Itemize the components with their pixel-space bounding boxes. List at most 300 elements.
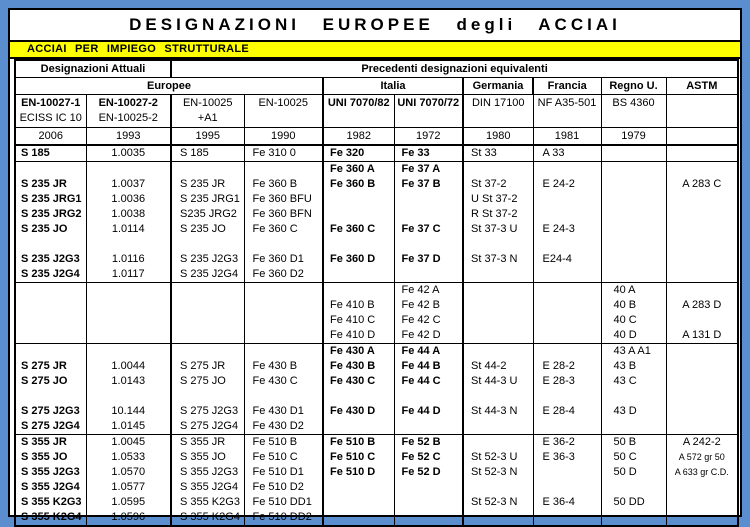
cell: S 235 J2G3 (15, 252, 86, 267)
cell (86, 162, 171, 178)
cell: Fe 42 B (394, 298, 463, 313)
cell (323, 419, 394, 435)
table-row (15, 465, 738, 480)
cell: Fe 360 B (323, 177, 394, 192)
cell: S 355 J2G3 (171, 465, 244, 480)
cell: S 235 JR (15, 177, 86, 192)
cell (323, 237, 394, 252)
cell: Fe 430 B (244, 359, 323, 374)
cell: Fe 52 B (394, 435, 463, 451)
cell (533, 344, 601, 360)
year-header: 1981 (533, 128, 601, 146)
cell: 1.0114 (86, 222, 171, 237)
cell: 1.0117 (86, 267, 171, 283)
table-row (15, 359, 738, 374)
cell (666, 222, 738, 237)
cell (15, 298, 86, 313)
year-header: 1995 (171, 128, 244, 146)
cell: Fe 510 D (323, 465, 394, 480)
cell: E 24-3 (533, 222, 601, 237)
cell: S 275 JO (171, 374, 244, 389)
cell (244, 298, 323, 313)
column-header: UNI 7070/72 (394, 95, 463, 128)
cell (533, 267, 601, 283)
cell (666, 389, 738, 404)
cell (323, 207, 394, 222)
header-designazioni-attuali: Designazioni Attuali (15, 60, 171, 78)
cell (666, 192, 738, 207)
cell: S 185 (171, 145, 244, 162)
table-row (15, 404, 738, 419)
cell (533, 313, 601, 328)
cell (15, 328, 86, 344)
cell: S 235 J2G4 (171, 267, 244, 283)
cell: S 235 JRG1 (15, 192, 86, 207)
year-header: 1980 (463, 128, 533, 146)
cell: E 36-2 (533, 435, 601, 451)
cell (394, 480, 463, 495)
cell (666, 404, 738, 419)
cell: S 355 JO (171, 450, 244, 465)
table-row (15, 162, 738, 178)
cell: E 36-3 (533, 450, 601, 465)
cell: S 355 J2G3 (15, 465, 86, 480)
cell: Fe 360 BFN (244, 207, 323, 222)
cell (666, 252, 738, 267)
cell (533, 237, 601, 252)
cell: U St 37-2 (463, 192, 533, 207)
cell (244, 328, 323, 344)
cell (463, 480, 533, 495)
header-row-groups (15, 78, 738, 95)
cell: E 28-2 (533, 359, 601, 374)
cell (86, 283, 171, 299)
cell (601, 510, 666, 526)
table-row (15, 192, 738, 207)
year-header: 1979 (601, 128, 666, 146)
cell (666, 419, 738, 435)
cell: 1.0145 (86, 419, 171, 435)
cell: E 36-4 (533, 495, 601, 510)
table-row (15, 480, 738, 495)
cell: St 52-3 N (463, 465, 533, 480)
year-header: 2006 (15, 128, 86, 146)
cell (244, 283, 323, 299)
cell: Fe 33 (394, 145, 463, 162)
cell (171, 162, 244, 178)
cell (394, 207, 463, 222)
cell (463, 344, 533, 360)
cell: St 52-3 U (463, 450, 533, 465)
cell (601, 177, 666, 192)
cell: Fe 310 0 (244, 145, 323, 162)
cell (601, 222, 666, 237)
cell (666, 480, 738, 495)
cell (244, 162, 323, 178)
cell: E 24-2 (533, 177, 601, 192)
cell: 40 B (601, 298, 666, 313)
cell: 1.0595 (86, 495, 171, 510)
cell: St 33 (463, 145, 533, 162)
cell: St 37-2 (463, 177, 533, 192)
cell (323, 480, 394, 495)
cell: A 283 C (666, 177, 738, 192)
cell (463, 510, 533, 526)
cell: 1.0577 (86, 480, 171, 495)
cell: A 242-2 (666, 435, 738, 451)
table-row (15, 495, 738, 510)
cell: Fe 52 C (394, 450, 463, 465)
table-row (15, 344, 738, 360)
cell: Fe 510 DD2 (244, 510, 323, 526)
cell (463, 283, 533, 299)
cell (666, 313, 738, 328)
cell: A 33 (533, 145, 601, 162)
cell (533, 162, 601, 178)
cell: S 235 JO (15, 222, 86, 237)
cell (601, 267, 666, 283)
cell (171, 237, 244, 252)
cell: S 275 JR (171, 359, 244, 374)
column-header: NF A35-501 (533, 95, 601, 128)
cell: 1.0044 (86, 359, 171, 374)
table-row (15, 450, 738, 465)
cell (463, 328, 533, 344)
column-header: BS 4360 (601, 95, 666, 128)
table-row (15, 237, 738, 252)
cell: 50 DD (601, 495, 666, 510)
year-header (666, 128, 738, 146)
cell: Fe 410 C (323, 313, 394, 328)
column-header: UNI 7070/82 (323, 95, 394, 128)
column-header: EN-10025 (244, 95, 323, 128)
cell (463, 435, 533, 451)
cell (244, 237, 323, 252)
cell: Fe 430 C (323, 374, 394, 389)
cell: S 275 JO (15, 374, 86, 389)
cell: Fe 430 A (323, 344, 394, 360)
table-row (15, 177, 738, 192)
cell: S 355 K2G4 (171, 510, 244, 526)
cell: 1.0038 (86, 207, 171, 222)
cell (463, 313, 533, 328)
cell (533, 298, 601, 313)
cell (394, 495, 463, 510)
page-title: DESIGNAZIONI EUROPEE degli ACCIAI (129, 15, 621, 34)
cell (394, 237, 463, 252)
cell: 1.0570 (86, 465, 171, 480)
cell: Fe 410 D (323, 328, 394, 344)
cell: S 235 JRG2 (15, 207, 86, 222)
cell: A 633 gr C.D. (666, 465, 738, 480)
cell: Fe 510 C (323, 450, 394, 465)
cell (533, 328, 601, 344)
cell (171, 283, 244, 299)
cell: A 131 D (666, 328, 738, 344)
cell: E 28-4 (533, 404, 601, 419)
cell: 1.0037 (86, 177, 171, 192)
cell (666, 237, 738, 252)
section-banner: ACCIAI PER IMPIEGO STRUTTURALE (10, 40, 740, 59)
cell: 40 C (601, 313, 666, 328)
cell: Fe 510 D2 (244, 480, 323, 495)
cell (533, 510, 601, 526)
column-header: EN-10027-1 ECISS IC 10 (15, 95, 86, 128)
cell: Fe 37 A (394, 162, 463, 178)
cell (86, 328, 171, 344)
cell: Fe 360 B (244, 177, 323, 192)
cell (666, 359, 738, 374)
cell (601, 237, 666, 252)
cell: Fe 430 D (323, 404, 394, 419)
cell: St 44-2 (463, 359, 533, 374)
cell (244, 389, 323, 404)
cell (601, 389, 666, 404)
cell: Fe 44 B (394, 359, 463, 374)
cell: Fe 360 C (244, 222, 323, 237)
cell: 50 C (601, 450, 666, 465)
cell: Fe 510 D1 (244, 465, 323, 480)
cell: S 185 (15, 145, 86, 162)
cell: Fe 52 D (394, 465, 463, 480)
table-row (15, 207, 738, 222)
cell: 43 B (601, 359, 666, 374)
cell: 1.0143 (86, 374, 171, 389)
table-row (15, 298, 738, 313)
cell (666, 267, 738, 283)
cell: Fe 360 D2 (244, 267, 323, 283)
cell (171, 313, 244, 328)
cell: 50 B (601, 435, 666, 451)
cell (601, 207, 666, 222)
table-row (15, 222, 738, 237)
cell (666, 374, 738, 389)
cell (15, 162, 86, 178)
header-row-years (15, 128, 738, 146)
cell (666, 207, 738, 222)
table-row (15, 328, 738, 344)
cell: S 275 J2G3 (15, 404, 86, 419)
column-header: EN-10027-2 EN-10025-2 (86, 95, 171, 128)
cell: St 37-3 U (463, 222, 533, 237)
cell: 43 C (601, 374, 666, 389)
cell: Fe 510 C (244, 450, 323, 465)
table-row (15, 374, 738, 389)
header-row-scope (15, 60, 738, 78)
header-precedenti-designazioni: Precedenti designazioni equivalenti (171, 60, 738, 78)
cell: 40 A (601, 283, 666, 299)
cell: Fe 44 A (394, 344, 463, 360)
cell (666, 344, 738, 360)
cell: Fe 510 DD1 (244, 495, 323, 510)
cell (666, 162, 738, 178)
cell: 1.0045 (86, 435, 171, 451)
table-body (15, 145, 738, 526)
cell: E 28-3 (533, 374, 601, 389)
cell (171, 298, 244, 313)
cell: S 275 J2G4 (171, 419, 244, 435)
cell (394, 510, 463, 526)
table-row (15, 283, 738, 299)
group-header: Germania (463, 78, 533, 95)
cell (601, 192, 666, 207)
cell (666, 510, 738, 526)
cell: Fe 430 B (323, 359, 394, 374)
cell (533, 389, 601, 404)
cell (323, 389, 394, 404)
cell: S 355 J2G4 (171, 480, 244, 495)
cell: 1.0533 (86, 450, 171, 465)
cell (533, 465, 601, 480)
cell (86, 313, 171, 328)
cell (323, 283, 394, 299)
cell (601, 145, 666, 162)
cell (15, 283, 86, 299)
cell: Fe 320 (323, 145, 394, 162)
cell (15, 389, 86, 404)
cell (601, 419, 666, 435)
cell (463, 419, 533, 435)
table-row (15, 435, 738, 451)
cell (463, 298, 533, 313)
cell (666, 145, 738, 162)
table-row (15, 252, 738, 267)
cell: Fe 430 D2 (244, 419, 323, 435)
cell: S 235 J2G3 (171, 252, 244, 267)
cell: Fe 510 B (323, 435, 394, 451)
cell: S 275 JR (15, 359, 86, 374)
cell (463, 162, 533, 178)
cell (323, 510, 394, 526)
page-frame (8, 8, 742, 523)
group-header: Regno U. (601, 78, 666, 95)
cell (86, 389, 171, 404)
cell (15, 313, 86, 328)
table-row (15, 145, 738, 162)
cell (394, 192, 463, 207)
cell: 1.0596 (86, 510, 171, 526)
cell (244, 344, 323, 360)
group-header: Italia (323, 78, 463, 95)
cell: 40 D (601, 328, 666, 344)
cell (394, 389, 463, 404)
cell (15, 237, 86, 252)
cell (394, 267, 463, 283)
cell: S 355 JR (171, 435, 244, 451)
cell: Fe 430 D1 (244, 404, 323, 419)
year-header: 1982 (323, 128, 394, 146)
cell: St 37-3 N (463, 252, 533, 267)
cell (666, 283, 738, 299)
cell: S 275 J2G4 (15, 419, 86, 435)
cell (323, 495, 394, 510)
table-row (15, 267, 738, 283)
cell (171, 344, 244, 360)
cell (463, 267, 533, 283)
cell: S 355 K2G3 (15, 495, 86, 510)
cell: 1.0116 (86, 252, 171, 267)
cell: Fe 37 C (394, 222, 463, 237)
cell (86, 344, 171, 360)
cell (323, 267, 394, 283)
cell (394, 419, 463, 435)
table-row (15, 419, 738, 435)
cell: Fe 410 B (323, 298, 394, 313)
year-header: 1993 (86, 128, 171, 146)
cell: St 44-3 N (463, 404, 533, 419)
cell: Fe 360 A (323, 162, 394, 178)
cell: Fe 44 D (394, 404, 463, 419)
cell: Fe 37 D (394, 252, 463, 267)
cell: S 355 JO (15, 450, 86, 465)
cell: Fe 510 B (244, 435, 323, 451)
column-header (666, 95, 738, 128)
year-header: 1990 (244, 128, 323, 146)
cell (533, 480, 601, 495)
column-header: EN-10025 +A1 (171, 95, 244, 128)
cell (323, 192, 394, 207)
cell: Fe 360 D (323, 252, 394, 267)
cell (601, 252, 666, 267)
cell: S 355 JR (15, 435, 86, 451)
cell (666, 495, 738, 510)
table-header (15, 60, 738, 145)
cell: S 355 K2G4 (15, 510, 86, 526)
cell: S 355 K2G3 (171, 495, 244, 510)
cell: S 355 J2G4 (15, 480, 86, 495)
group-header: ASTM (666, 78, 738, 95)
cell: S235 JRG2 (171, 207, 244, 222)
cell: S 235 JR (171, 177, 244, 192)
cell (601, 480, 666, 495)
cell (171, 328, 244, 344)
cell (171, 389, 244, 404)
cell: S 235 JRG1 (171, 192, 244, 207)
cell: Fe 42 C (394, 313, 463, 328)
cell: E24-4 (533, 252, 601, 267)
cell (601, 162, 666, 178)
cell (533, 207, 601, 222)
cell (533, 283, 601, 299)
table-row (15, 389, 738, 404)
cell (463, 237, 533, 252)
cell: 50 D (601, 465, 666, 480)
cell (533, 192, 601, 207)
cell: 43 D (601, 404, 666, 419)
cell: St 52-3 N (463, 495, 533, 510)
cell: A 572 gr 50 (666, 450, 738, 465)
column-header: DIN 17100 (463, 95, 533, 128)
cell: S 275 J2G3 (171, 404, 244, 419)
group-header: Francia (533, 78, 601, 95)
cell: S 235 J2G4 (15, 267, 86, 283)
cell: Fe 360 BFU (244, 192, 323, 207)
cell (86, 237, 171, 252)
cell: 10.144 (86, 404, 171, 419)
cell: Fe 360 D1 (244, 252, 323, 267)
cell (533, 419, 601, 435)
cell: A 283 D (666, 298, 738, 313)
cell: St 44-3 U (463, 374, 533, 389)
table-row (15, 313, 738, 328)
cell: 1.0035 (86, 145, 171, 162)
header-row-standards (15, 95, 738, 128)
designations-table (14, 59, 739, 527)
cell: Fe 37 B (394, 177, 463, 192)
cell: S 235 JO (171, 222, 244, 237)
cell: Fe 360 C (323, 222, 394, 237)
cell: 43 A A1 (601, 344, 666, 360)
